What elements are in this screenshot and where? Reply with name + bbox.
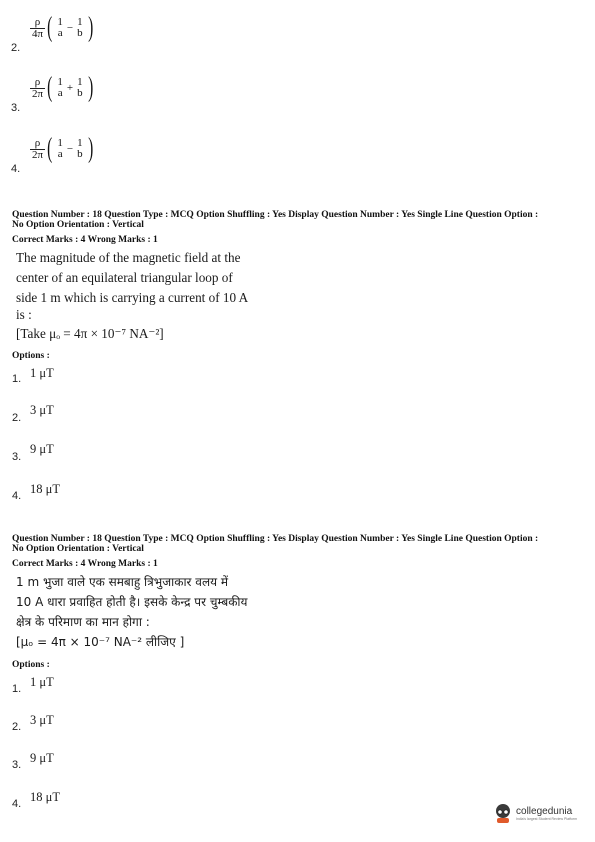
option-number: 2. bbox=[12, 412, 22, 424]
question-text-line: क्षेत्र के परिमाण का मान होगा : bbox=[16, 615, 150, 629]
formula-option-3: $\frac{\rho}{2\pi}$ ( 1 a + 1 b ) bbox=[32, 72, 93, 103]
brand-name: collegedunia bbox=[516, 805, 573, 817]
options-label: Options : bbox=[12, 351, 50, 361]
question-text-line: side 1 m which is carrying a current of 10 A bbox=[16, 290, 249, 305]
question-meta: Question Number : 18 Question Type : MCQ Option Shuffling : Yes Display Question Number : Yes Single Line Question Option : bbox=[12, 534, 539, 544]
question-text-line: 1 m भुजा वाले एक समबाहु त्रिभुजाकार वलय में bbox=[16, 575, 229, 589]
collegedunia-logo bbox=[492, 802, 577, 824]
option-number: 1. bbox=[12, 373, 22, 385]
question-meta-2: No Option Orientation : Vertical bbox=[12, 544, 144, 554]
brand-tagline: India's largest Student Review Platform bbox=[516, 816, 577, 821]
option-number: 2. bbox=[11, 42, 21, 54]
question-text-line: 10 A धारा प्रवाहित होती है। इसके केन्द्र पर चुम्बकीय bbox=[16, 595, 248, 609]
option-number: 2. bbox=[12, 721, 22, 733]
option-number: 3. bbox=[12, 451, 22, 463]
question-text-line: [μₒ = 4π × 10⁻⁷ NA⁻² लीजिए ] bbox=[16, 635, 185, 649]
question-meta-2: No Option Orientation : Vertical bbox=[12, 220, 144, 230]
option-value[interactable]: 18 μT bbox=[30, 790, 60, 804]
formula-option-2: $\frac{\rho}{4\pi}$ ( 1 a − 1 b ) bbox=[32, 12, 93, 43]
option-value[interactable]: 3 μT bbox=[30, 713, 54, 727]
option-number: 3. bbox=[12, 759, 22, 771]
option-number: 4. bbox=[12, 490, 22, 502]
option-number: 1. bbox=[12, 683, 22, 695]
option-value[interactable]: 1 μT bbox=[30, 675, 54, 689]
marks-info: Correct Marks : 4 Wrong Marks : 1 bbox=[12, 559, 158, 569]
rho-over-coef: $\frac{\rho}{4\pi}$ bbox=[32, 15, 44, 40]
rho-over-coef: $\frac{\rho}{2\pi}$ bbox=[32, 136, 44, 161]
option-value[interactable]: 9 μT bbox=[30, 442, 54, 456]
option-number: 3. bbox=[11, 102, 21, 114]
question-meta: Question Number : 18 Question Type : MCQ Option Shuffling : Yes Display Question Number : Yes Single Line Question Option : bbox=[12, 210, 539, 220]
question-text-line: is : bbox=[16, 307, 32, 322]
option-value[interactable]: 3 μT bbox=[30, 403, 54, 417]
question-text-line: [Take μₒ = 4π × 10⁻⁷ NA⁻²] bbox=[16, 326, 164, 341]
option-value[interactable]: 1 μT bbox=[30, 366, 54, 380]
options-label: Options : bbox=[12, 660, 50, 670]
marks-info: Correct Marks : 4 Wrong Marks : 1 bbox=[12, 235, 158, 245]
option-value[interactable]: 18 μT bbox=[30, 482, 60, 496]
formula-option-4: $\frac{\rho}{2\pi}$ ( 1 a − 1 b ) bbox=[32, 133, 93, 164]
option-value[interactable]: 9 μT bbox=[30, 751, 54, 765]
question-text-line: The magnitude of the magnetic field at the bbox=[16, 250, 241, 265]
option-number: 4. bbox=[11, 163, 21, 175]
question-text-line: center of an equilateral triangular loop of bbox=[16, 270, 233, 285]
option-number: 4. bbox=[12, 798, 22, 810]
rho-over-coef: $\frac{\rho}{2\pi}$ bbox=[32, 75, 44, 100]
mascot-icon bbox=[492, 802, 514, 824]
